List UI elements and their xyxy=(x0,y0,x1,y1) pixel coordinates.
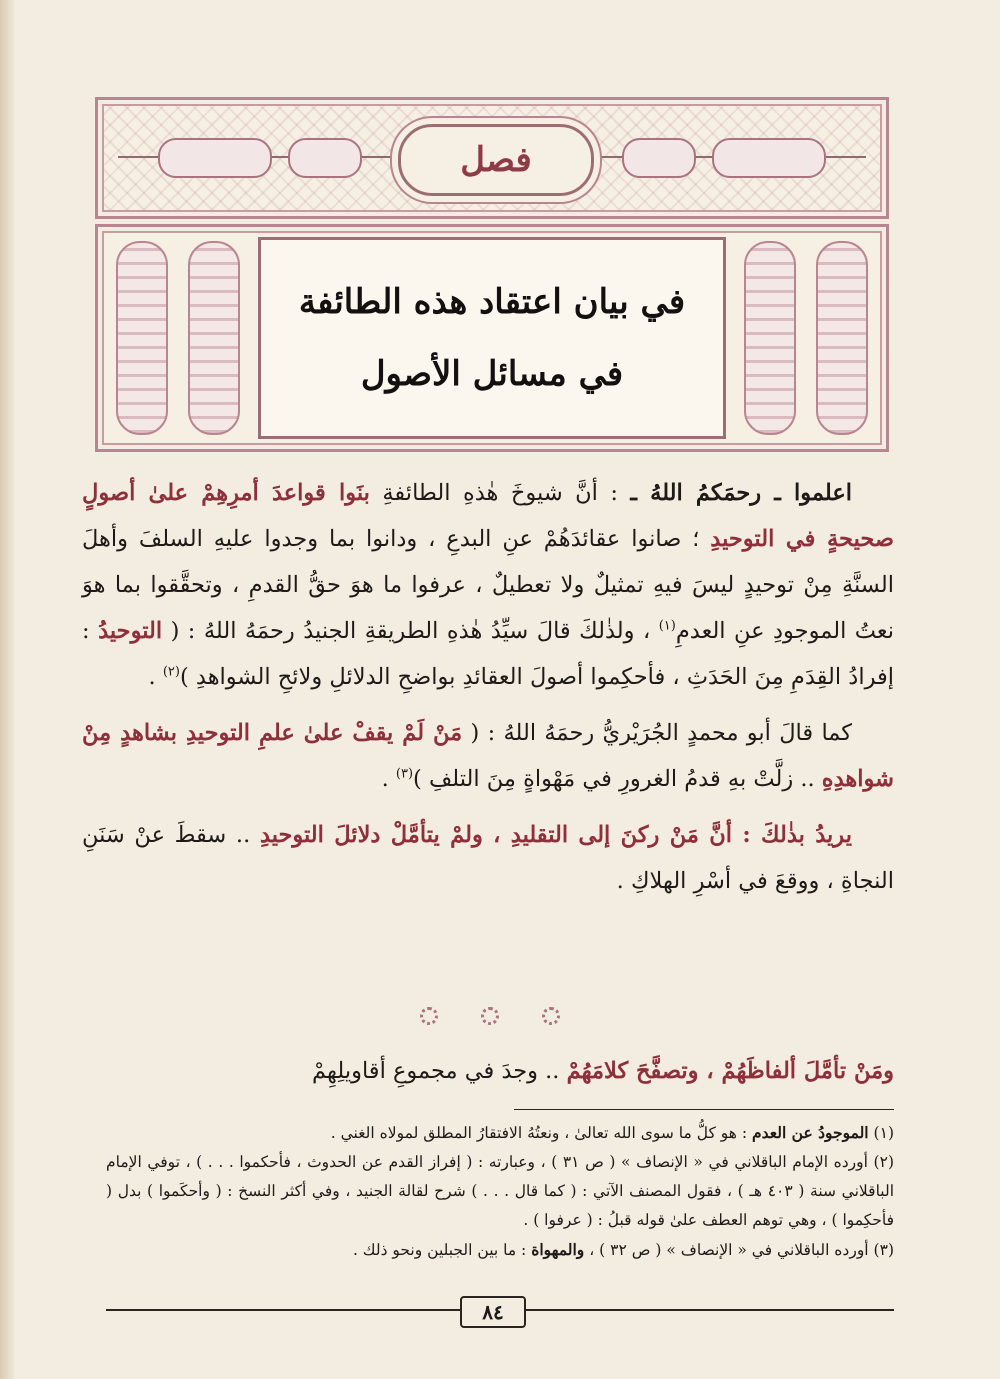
footnote-number: (٣) xyxy=(873,1241,894,1259)
floral-column-icon xyxy=(116,241,168,435)
title-panel xyxy=(95,224,889,452)
text-span: .. زلَّتْ بهِ قدمُ الغرورِ في مَهْواةٍ مِنَ التلفِ ) xyxy=(413,766,815,792)
footnote-2 xyxy=(106,1148,894,1235)
paragraph-4 xyxy=(82,1048,894,1094)
floral-column-icon xyxy=(744,241,796,435)
arabesque-ornament-icon xyxy=(288,138,362,178)
highlighted-text: ومَنْ تأمَّلَ ألفاظَهُمْ ، وتصفَّحَ كلامَهُمْ xyxy=(566,1058,894,1084)
highlighted-text: مَنْ لَمْ يقفْ علىٰ علمِ التوحيدِ بشاهدٍ مِنْ شواهدِهِ xyxy=(82,720,894,792)
footnote-3 xyxy=(106,1235,894,1265)
footnotes xyxy=(106,1118,894,1265)
highlighted-text: يريدُ بذٰلكَ : أنَّ مَنْ ركنَ إلى التقليدِ ، ولمْ يتأمَّلْ دلائلَ التوحيدِ xyxy=(259,822,852,848)
chapter-label: فصل xyxy=(460,140,532,180)
chapter-header-ornament xyxy=(95,97,889,219)
paragraph-3 xyxy=(82,812,894,904)
highlighted-text: بنَوا قواعدَ أمرِهِمْ علىٰ أصولٍ صحيحةٍ في التوحيدِ xyxy=(82,480,894,552)
section-title-line-2: في مسائل الأصول xyxy=(360,354,624,394)
footnote-ref-1: (١) xyxy=(658,618,676,634)
highlighted-text: التوحيدُ xyxy=(98,618,163,644)
section-title-line-1: في بيان اعتقاد هذه الطائفة xyxy=(298,282,686,322)
footnote-text: : هو كلُّ ما سوى الله تعالىٰ ، ونعتُهُ الافتقارُ المطلق لمولاه الغني . xyxy=(330,1124,748,1142)
footnote-1 xyxy=(106,1118,894,1148)
flower-icon xyxy=(481,1007,499,1025)
main-body xyxy=(82,470,894,914)
text-span: ، ولذٰلكَ قالَ سيِّدُ هٰذهِ الطريقةِ الجنيدُ رحمَهُ اللهُ : ( xyxy=(170,618,651,644)
text-span: . xyxy=(381,766,389,792)
arabesque-ornament-icon xyxy=(712,138,826,178)
text-span: : إفرادُ القِدَمِ مِنَ الحَدَثِ ، فأحكِموا أصولَ العقائدِ بواضحِ الدلائلِ ولائحِ الشواهدِ ) xyxy=(82,618,894,690)
chapter-cartouche xyxy=(398,124,594,196)
flower-icon xyxy=(420,1007,438,1025)
footnote-ref-2: (٢) xyxy=(162,664,180,680)
arabesque-ornament-icon xyxy=(622,138,696,178)
paragraph-2 xyxy=(82,710,894,802)
footnote-term: والمهواة xyxy=(531,1240,585,1259)
page-number: ٨٤ xyxy=(460,1296,526,1328)
text-span: اعلموا ـ رحمَكمُ اللهُ ـ xyxy=(630,480,852,506)
arabesque-ornament-icon xyxy=(158,138,272,178)
text-span: .. وجدَ في مجموعِ أقاويلِهِمْ xyxy=(312,1058,560,1084)
text-span: ؛ صانوا عقائدَهُمْ عنِ البدعِ ، ودانوا بما وجدوا عليهِ السلفَ وأهلَ السنَّةِ مِنْ توحيدٍ ليسَ فيهِ تمثيلٌ ولا تعطيلٌ ، عرفوا ما هوَ حقُّ القدمِ ، وتحقَّقوا بما هوَ نعتُ الموجودِ عنِ العدمِ xyxy=(82,526,894,644)
flower-icon xyxy=(542,1007,560,1025)
section-title xyxy=(258,237,726,439)
text-span: كما قالَ أبو محمدٍ الجُرَيْريُّ رحمَهُ اللهُ : ( xyxy=(470,720,853,746)
footnote-number: (١) xyxy=(873,1124,894,1142)
footnote-text: أورده الباقلاني في « الإنصاف » ( ص ٣٢ ) ، xyxy=(589,1241,869,1259)
floral-column-icon xyxy=(816,241,868,435)
footnote-number: (٢) xyxy=(873,1153,894,1171)
floral-column-icon xyxy=(188,241,240,435)
text-span: .. سقطَ عنْ سَنَنِ النجاةِ ، ووقعَ في أسْرِ الهلاكِ . xyxy=(82,822,894,894)
section-separator xyxy=(420,1004,560,1028)
text-span: . xyxy=(148,664,156,690)
footnote-ref-3: (٣) xyxy=(395,766,414,782)
paragraph-1 xyxy=(82,470,894,700)
footnote-divider xyxy=(514,1109,894,1110)
text-span: : أنَّ شيوخَ هٰذهِ الطائفةِ xyxy=(382,480,618,506)
footnote-text: أورده الإمام الباقلاني في « الإنصاف » ( ص ٣١ ) ، وعبارته : ( إفراز القدم عن الحدوث ، فأحكموا . . . ) ، توفي الإمام الباقلاني سنة ( ٤٠٣ هـ ) ، فقول المصنف الآتي : ( كما قال . . . ) شرح لقالة الجنيد ، وفي أكثر النسخ : ( وأحكَموا ) بدل ( فأحكِموا ) ، وهي توهم العطف علىٰ قوله قبلُ : ( عرفوا ) . xyxy=(106,1153,894,1229)
page-edge xyxy=(0,0,14,1379)
footnote-text: : ما بين الجبلين ونحو ذلك . xyxy=(352,1241,527,1259)
footnote-term: الموجودُ عن العدم xyxy=(752,1123,869,1142)
